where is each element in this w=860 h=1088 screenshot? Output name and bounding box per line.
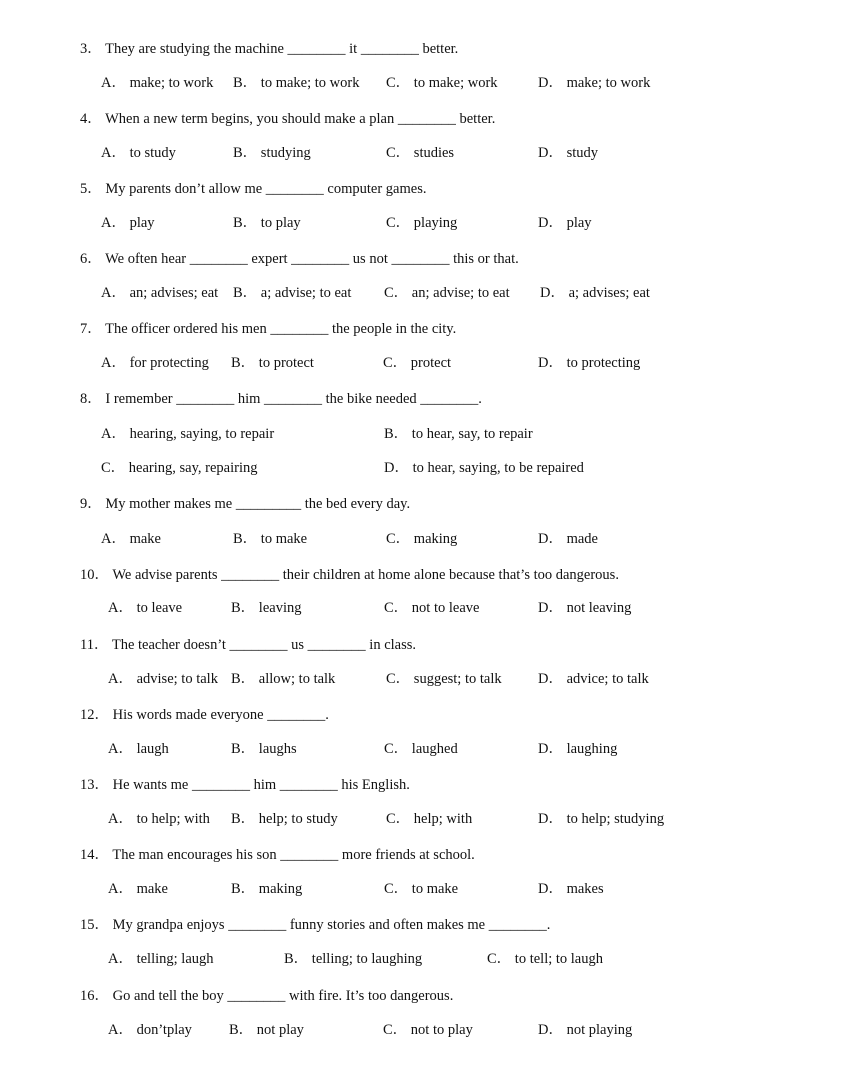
question-13: [80, 773, 410, 794]
option-d[interactable]: D． makes: [538, 881, 604, 897]
question-number: 15．: [80, 917, 109, 933]
question-6: [80, 247, 519, 268]
option-d[interactable]: D． a; advises; eat: [540, 285, 650, 301]
option-b[interactable]: B． a; advise; to eat: [233, 285, 352, 301]
option-b[interactable]: B． to protect: [231, 355, 314, 371]
option-d[interactable]: D． laughing: [538, 741, 618, 757]
option-b[interactable]: B． allow; to talk: [231, 671, 336, 687]
question-3: [80, 37, 458, 58]
option-d[interactable]: D． advice; to talk: [538, 671, 649, 687]
options-row-16: [0, 1018, 860, 1038]
option-a[interactable]: A． laugh: [108, 741, 169, 757]
option-c[interactable]: C． to make: [384, 881, 459, 897]
question-number: 4．: [80, 111, 102, 127]
question-text: My grandpa enjoys ________ funny stories and often makes me ________.: [112, 917, 551, 933]
option-c[interactable]: C． laughed: [384, 741, 458, 757]
question-number: 16．: [80, 988, 109, 1004]
question-15: [80, 913, 550, 934]
options-row-5: [0, 211, 860, 231]
option-a[interactable]: A． for protecting: [101, 355, 209, 371]
question-text: Go and tell the boy ________ with fire. It’s too dangerous.: [112, 988, 454, 1004]
option-c[interactable]: C． studies: [386, 145, 455, 161]
options-row-12: [0, 737, 860, 757]
options-row-8a: [0, 422, 860, 442]
option-d[interactable]: D． not playing: [538, 1022, 633, 1038]
option-a[interactable]: A． to study: [101, 145, 176, 161]
options-row-15: [0, 947, 860, 967]
question-number: 8．: [80, 391, 102, 407]
question-text: The officer ordered his men ________ the people in the city.: [105, 321, 457, 337]
option-c[interactable]: C． hearing, say, repairing: [101, 460, 258, 476]
question-number: 6．: [80, 251, 102, 267]
option-b[interactable]: B． laughs: [231, 741, 297, 757]
options-row-3: [0, 71, 860, 91]
question-text: They are studying the machine ________ it ________ better.: [105, 41, 459, 57]
option-b[interactable]: B． help; to study: [231, 811, 338, 827]
option-b[interactable]: B． studying: [233, 145, 311, 161]
option-c[interactable]: C． not to play: [383, 1022, 473, 1038]
options-row-13: [0, 807, 860, 827]
option-c[interactable]: C． protect: [383, 355, 452, 371]
option-c[interactable]: C． an; advise; to eat: [384, 285, 510, 301]
question-8: [80, 387, 482, 408]
option-b[interactable]: B． to make; to work: [233, 75, 360, 91]
option-d[interactable]: D． not leaving: [538, 600, 632, 616]
question-number: 11．: [80, 637, 109, 653]
option-a[interactable]: A． make; to work: [101, 75, 214, 91]
option-b[interactable]: B． making: [231, 881, 303, 897]
option-d[interactable]: D． play: [538, 215, 592, 231]
option-c[interactable]: C． to tell; to laugh: [487, 951, 603, 967]
question-5: [80, 177, 426, 198]
option-a[interactable]: A． don’tplay: [108, 1022, 192, 1038]
question-text: The teacher doesn’t ________ us ________ in class.: [111, 637, 417, 653]
question-text: We often hear ________ expert ________ us not ________ this or that.: [105, 251, 519, 267]
option-a[interactable]: A． play: [101, 215, 155, 231]
question-14: [80, 843, 475, 864]
option-a[interactable]: A． to leave: [108, 600, 183, 616]
option-c[interactable]: C． making: [386, 531, 458, 547]
option-d[interactable]: D． made: [538, 531, 598, 547]
question-7: [80, 317, 456, 338]
question-12: [80, 703, 329, 724]
option-a[interactable]: A． advise; to talk: [108, 671, 218, 687]
option-b[interactable]: B． to play: [233, 215, 301, 231]
question-number: 3．: [80, 41, 102, 57]
question-10: [80, 563, 619, 584]
option-c[interactable]: C． playing: [386, 215, 458, 231]
option-d[interactable]: D． study: [538, 145, 599, 161]
question-16: [80, 984, 453, 1005]
options-row-9: [0, 527, 860, 547]
option-a[interactable]: A． make: [101, 531, 161, 547]
option-d[interactable]: D． to protecting: [538, 355, 641, 371]
option-c[interactable]: C． to make; work: [386, 75, 498, 91]
question-text: My mother makes me _________ the bed every day.: [105, 496, 411, 512]
question-number: 12．: [80, 707, 109, 723]
options-row-7: [0, 351, 860, 371]
option-b[interactable]: B． leaving: [231, 600, 302, 616]
question-number: 7．: [80, 321, 102, 337]
question-text: His words made everyone ________.: [112, 707, 329, 723]
option-a[interactable]: A． make: [108, 881, 168, 897]
option-c[interactable]: C． not to leave: [384, 600, 480, 616]
question-text: My parents don’t allow me ________ computer games.: [105, 181, 427, 197]
question-number: 14．: [80, 847, 109, 863]
option-c[interactable]: C． help; with: [386, 811, 473, 827]
question-number: 9．: [80, 496, 102, 512]
option-a[interactable]: A． to help; with: [108, 811, 210, 827]
option-c[interactable]: C． suggest; to talk: [386, 671, 502, 687]
question-number: 13．: [80, 777, 109, 793]
option-b[interactable]: B． not play: [229, 1022, 304, 1038]
option-b[interactable]: B． to make: [233, 531, 308, 547]
question-number: 10．: [80, 567, 109, 583]
option-b[interactable]: B． to hear, say, to repair: [384, 426, 533, 442]
option-b[interactable]: B． telling; to laughing: [284, 951, 423, 967]
question-text: He wants me ________ him ________ his English.: [112, 777, 410, 793]
options-row-11: [0, 667, 860, 687]
options-row-14: [0, 877, 860, 897]
option-d[interactable]: D． to help; studying: [538, 811, 665, 827]
option-d[interactable]: D． to hear, saying, to be repaired: [384, 460, 584, 476]
options-row-10: [0, 596, 860, 616]
options-row-4: [0, 141, 860, 161]
question-9: [80, 492, 410, 513]
question-text: When a new term begins, you should make a plan ________ better.: [105, 111, 496, 127]
question-text: We advise parents ________ their children at home alone because that’s too dangerous.: [112, 567, 619, 583]
option-a[interactable]: A． telling; laugh: [108, 951, 214, 967]
question-11: [80, 633, 416, 654]
question-number: 5．: [80, 181, 102, 197]
options-row-6: [0, 281, 860, 301]
option-a[interactable]: A． hearing, saying, to repair: [101, 426, 275, 442]
option-d[interactable]: D． make; to work: [538, 75, 651, 91]
question-text: I remember ________ him ________ the bike needed ________.: [105, 391, 482, 407]
question-text: The man encourages his son ________ more friends at school.: [112, 847, 475, 863]
options-row-8b: [0, 456, 860, 476]
question-4: [80, 107, 495, 128]
option-a[interactable]: A． an; advises; eat: [101, 285, 219, 301]
